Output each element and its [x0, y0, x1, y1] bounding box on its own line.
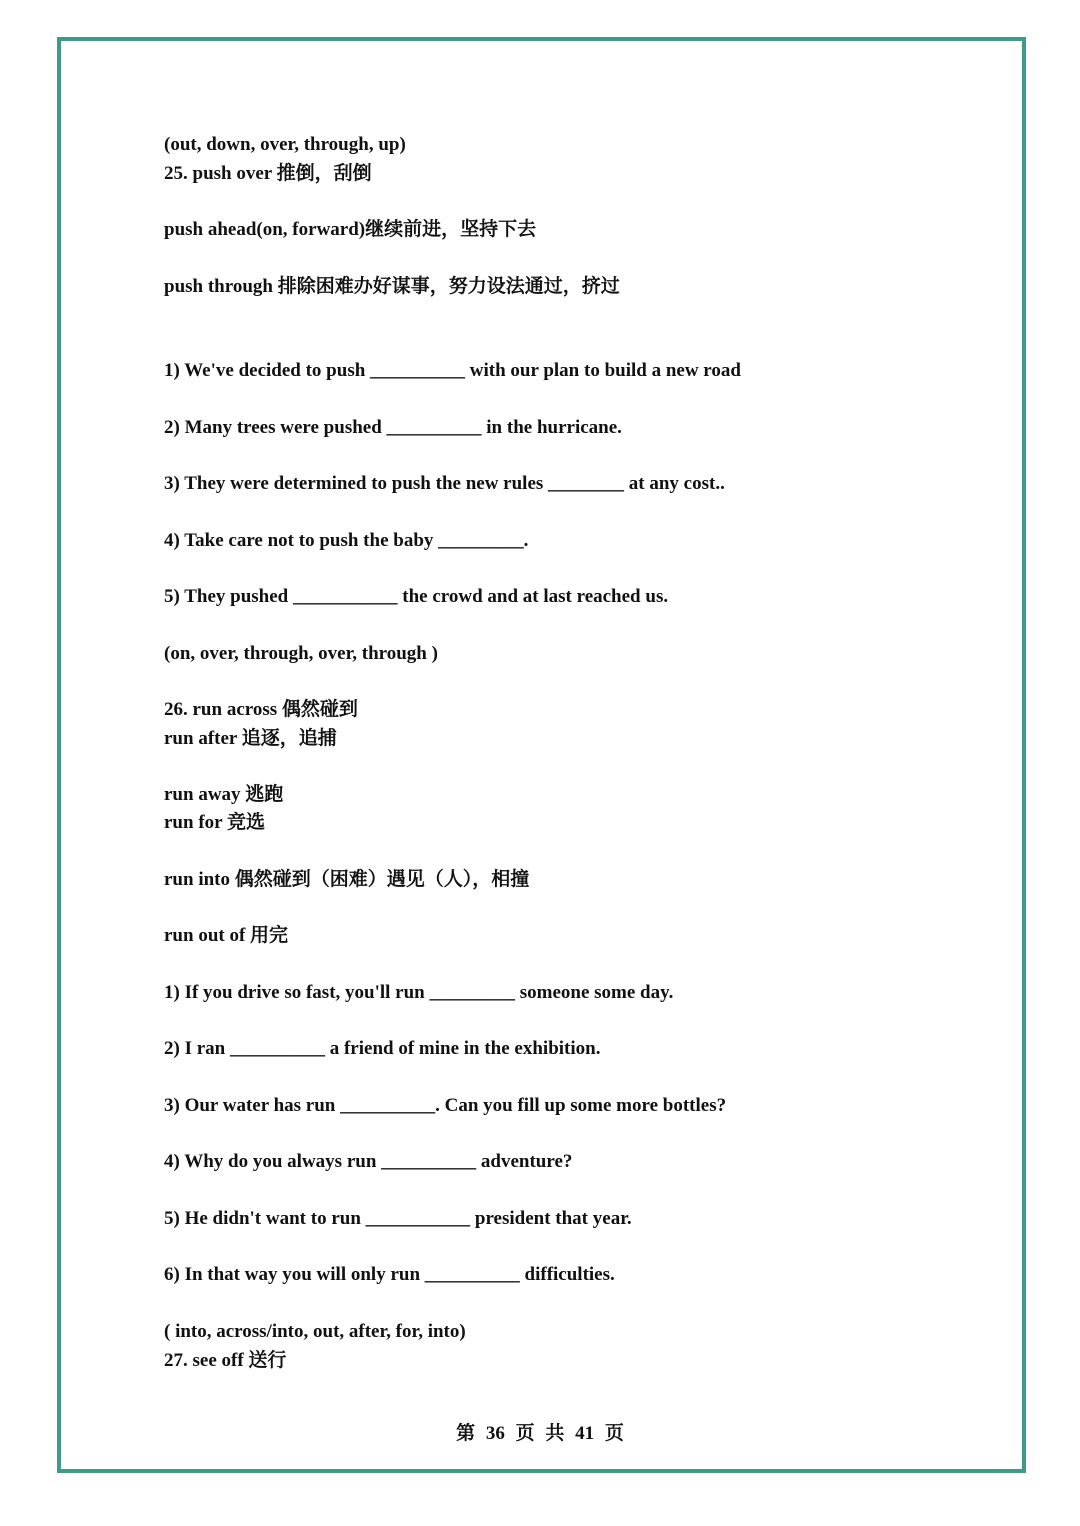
exercise-push-2: 2) Many trees were pushed __________ in the hurricane.	[164, 417, 622, 438]
page-border	[57, 37, 1026, 1473]
exercise-push-4: 4) Take care not to push the baby _________.	[164, 530, 529, 551]
exercise-push-1: 1) We've decided to push __________ with our plan to build a new road	[164, 360, 741, 381]
exercise-run-3: 3) Our water has run __________. Can you fill up some more bottles?	[164, 1095, 727, 1116]
exercise-push-3: 3) They were determined to push the new rules ________ at any cost..	[164, 473, 725, 494]
phrase-run-away: run away 逃跑	[164, 784, 284, 805]
phrase-run-for: run for 竞选	[164, 812, 265, 833]
exercise-run-1: 1) If you drive so fast, you'll run _________ someone some day.	[164, 982, 674, 1003]
footer-ye-2: 页	[604, 1423, 624, 1444]
footer-total-pages: 41	[575, 1423, 595, 1444]
phrase-push-through: push through 排除困难办好谋事，努力设法通过，挤过	[164, 276, 620, 297]
phrase-run-after: run after 追逐，追捕	[164, 728, 337, 749]
answer-key-26: ( into, across/into, out, after, for, into)	[164, 1321, 466, 1342]
footer-ye: 页	[515, 1423, 535, 1444]
page-footer	[0, 1418, 1080, 1445]
exercise-run-2: 2) I ran __________ a friend of mine in the exhibition.	[164, 1038, 601, 1059]
exercise-run-5: 5) He didn't want to run ___________ president that year.	[164, 1208, 632, 1229]
exercise-push-5: 5) They pushed ___________ the crowd and at last reached us.	[164, 586, 669, 607]
phrase-run-into: run into 偶然碰到（困难）遇见（人），相撞	[164, 869, 530, 890]
footer-page-number: 36	[485, 1423, 505, 1444]
exercise-run-6: 6) In that way you will only run __________ difficulties.	[164, 1264, 615, 1285]
footer-di: 第	[456, 1423, 476, 1444]
phrase-run-out-of: run out of 用完	[164, 925, 289, 946]
phrase-push-over: 25. push over 推倒，刮倒	[164, 163, 372, 184]
phrase-see-off: 27. see off 送行	[164, 1350, 287, 1371]
footer-gong: 共	[545, 1423, 565, 1444]
answer-key-24: (out, down, over, through, up)	[164, 134, 406, 155]
exercise-run-4: 4) Why do you always run __________ adventure?	[164, 1151, 573, 1172]
answer-key-25: (on, over, through, over, through )	[164, 643, 438, 664]
phrase-push-ahead: push ahead(on, forward)继续前进，坚持下去	[164, 219, 537, 240]
phrase-run-across: 26. run across 偶然碰到	[164, 699, 358, 720]
